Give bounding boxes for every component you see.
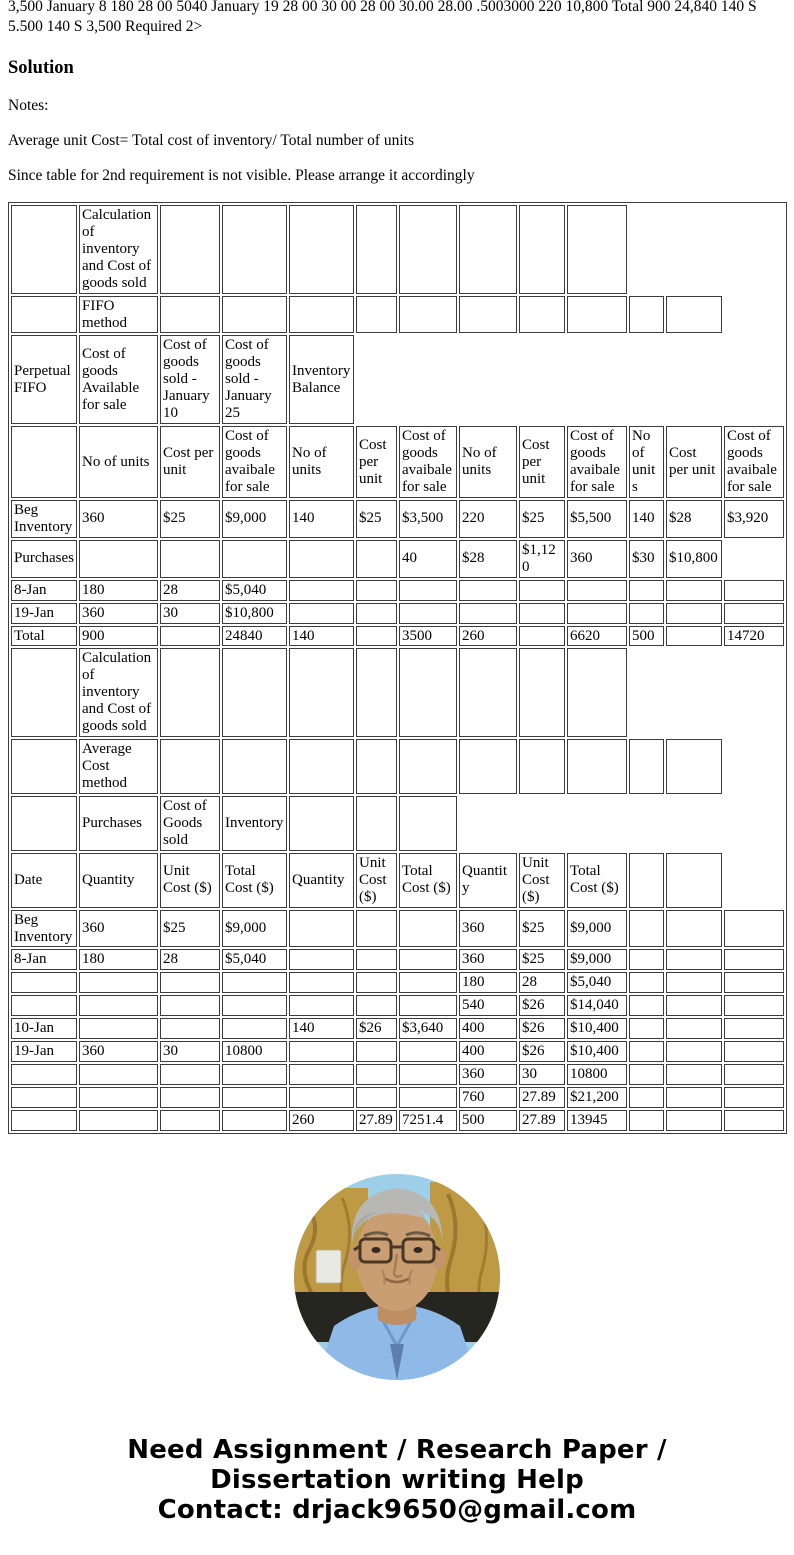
table-cell	[356, 1041, 397, 1062]
note-arrange-table: Since table for 2nd requirement is not visible. Please arrange it accordingly	[8, 166, 475, 184]
table-cell	[666, 603, 722, 624]
table-cell: Total	[11, 626, 77, 647]
table-cell: $28	[666, 500, 722, 538]
table-cell: No of units	[289, 426, 354, 498]
table-cell	[356, 949, 397, 970]
table-cell	[289, 603, 354, 624]
table-cell: 19-Jan	[11, 603, 77, 624]
table-cell: $3,640	[399, 1018, 457, 1039]
table-cell	[79, 1018, 158, 1039]
table-row	[11, 949, 784, 970]
table-cell	[289, 296, 354, 334]
table-cell: Purchases	[11, 540, 77, 578]
table-cell: $25	[160, 910, 220, 948]
table-cell: Beg Inventory	[11, 500, 77, 538]
table-cell: $9,000	[222, 500, 287, 538]
table-cell: Cost of Goods sold	[160, 796, 220, 851]
table-cell	[629, 949, 664, 970]
table-cell	[519, 580, 565, 601]
table-cell: $25	[356, 500, 397, 538]
table-cell	[629, 1041, 664, 1062]
table-cell	[459, 648, 517, 737]
table-cell	[160, 205, 220, 294]
table-cell	[356, 603, 397, 624]
table-cell	[160, 626, 220, 647]
table-cell: 140	[289, 626, 354, 647]
table-cell	[666, 1064, 722, 1085]
table-cell	[11, 796, 77, 851]
table-cell	[399, 205, 457, 294]
table-cell	[356, 972, 397, 993]
table-cell: 3500	[399, 626, 457, 647]
table-cell	[724, 580, 784, 601]
table-cell	[11, 739, 77, 794]
table-cell	[666, 739, 722, 794]
table-cell	[356, 626, 397, 647]
table-cell	[399, 995, 457, 1016]
table-cell	[567, 603, 627, 624]
table-cell	[724, 603, 784, 624]
table-cell: Cost of goods avaibale for sale	[399, 426, 457, 498]
table-cell	[289, 205, 354, 294]
table-cell: $26	[519, 1041, 565, 1062]
table-cell: $21,200	[567, 1087, 627, 1108]
table-cell: 28	[160, 580, 220, 601]
table-cell: $25	[519, 949, 565, 970]
table-cell	[399, 949, 457, 970]
table-cell	[289, 910, 354, 948]
table-cell: 8-Jan	[11, 580, 77, 601]
table-cell: $5,500	[567, 500, 627, 538]
table-cell	[666, 1087, 722, 1108]
table-cell: Cost of goods sold - January 25	[222, 335, 287, 424]
table-cell: 24840	[222, 626, 287, 647]
table-cell: 220	[459, 500, 517, 538]
table-cell	[289, 648, 354, 737]
table-cell	[289, 796, 354, 851]
table-cell	[289, 972, 354, 993]
table-cell	[222, 1087, 287, 1108]
table-cell: Cost of goods Available for sale	[79, 335, 158, 424]
table-cell	[11, 1110, 77, 1131]
table-cell	[567, 648, 627, 737]
table-cell: $3,920	[724, 500, 784, 538]
table-cell	[289, 1041, 354, 1062]
table-row	[11, 296, 784, 334]
table-row	[11, 739, 784, 794]
table-row	[11, 626, 784, 647]
table-cell	[11, 205, 77, 294]
table-cell: 500	[629, 626, 664, 647]
table-cell	[160, 739, 220, 794]
table-cell	[724, 1041, 784, 1062]
footer-contact-email: Contact: drjack9650@gmail.com	[157, 1495, 637, 1526]
table-cell: $25	[519, 910, 565, 948]
table-cell	[399, 796, 457, 851]
table-cell: 360	[79, 1041, 158, 1062]
table-cell: Date	[11, 853, 77, 908]
table-cell: 900	[79, 626, 158, 647]
table-cell: Cost per unit	[160, 426, 220, 498]
table-cell: 6620	[567, 626, 627, 647]
footer-help-text	[47, 1435, 747, 1525]
table-cell	[79, 540, 158, 578]
table-cell	[399, 739, 457, 794]
table-row	[11, 995, 784, 1016]
table-cell	[629, 603, 664, 624]
table-cell	[666, 949, 722, 970]
table-cell	[399, 603, 457, 624]
table-cell: Cost of goods avaibale for sale	[567, 426, 627, 498]
table-cell: Calculation of inventory and Cost of goods sold	[79, 205, 158, 294]
table-cell	[11, 648, 77, 737]
table-cell: 10800	[222, 1041, 287, 1062]
profile-photo	[294, 1174, 500, 1380]
table-cell	[160, 296, 220, 334]
table-cell: 30	[519, 1064, 565, 1085]
table-cell	[289, 540, 354, 578]
table-cell	[160, 1110, 220, 1131]
table-cell: FIFO method	[79, 296, 158, 334]
table-cell: Cost per unit	[666, 426, 722, 498]
table-cell	[519, 739, 565, 794]
table-cell: Cost per unit	[519, 426, 565, 498]
table-cell: $26	[519, 995, 565, 1016]
table-cell	[724, 910, 784, 948]
table-cell: 260	[459, 626, 517, 647]
table-cell	[519, 296, 565, 334]
table-row	[11, 335, 784, 424]
table-cell: $25	[519, 500, 565, 538]
table-cell	[289, 1087, 354, 1108]
table-cell: 400	[459, 1041, 517, 1062]
table-cell: 180	[79, 949, 158, 970]
table-cell: 7251.4	[399, 1110, 457, 1131]
note-average-unit-cost: Average unit Cost= Total cost of inventory/ Total number of units	[8, 131, 415, 149]
table-cell: 360	[79, 910, 158, 948]
table-cell: 140	[629, 500, 664, 538]
intro-paragraph: 3,500 January 8 180 28 00 5040 January 19 28 00 30 00 28 00 30.00 28.00 .5003000 220 10,800 Total 900 24,840 140 S 5.500 140 S 3,500 Required 2>	[8, 0, 757, 36]
table-cell: 27.89	[519, 1110, 565, 1131]
table-cell	[160, 995, 220, 1016]
table-cell	[356, 1064, 397, 1085]
table-cell: $9,000	[222, 910, 287, 948]
table-cell: Quantity	[289, 853, 354, 908]
footer-help-line: Need Assignment / Research Paper / Dissertation writing Help	[127, 1434, 667, 1496]
table-cell	[629, 910, 664, 948]
table-cell: $10,800	[666, 540, 722, 578]
table-cell	[519, 205, 565, 294]
table-cell	[289, 739, 354, 794]
table-cell	[222, 972, 287, 993]
table-cell	[222, 1110, 287, 1131]
table-cell	[666, 1110, 722, 1131]
table-cell	[459, 205, 517, 294]
table-cell	[666, 972, 722, 993]
table-cell	[160, 1018, 220, 1039]
table-cell: 180	[79, 580, 158, 601]
table-cell	[666, 626, 722, 647]
table-cell	[629, 580, 664, 601]
inventory-calculation-table	[8, 202, 787, 1134]
table-cell: 140	[289, 500, 354, 538]
table-cell	[289, 580, 354, 601]
table-cell: No of units	[629, 426, 664, 498]
table-cell	[160, 1064, 220, 1085]
table-cell	[519, 603, 565, 624]
table-cell	[459, 603, 517, 624]
table-cell	[724, 972, 784, 993]
table-cell: $5,040	[222, 580, 287, 601]
table-cell	[222, 1064, 287, 1085]
table-cell: 28	[160, 949, 220, 970]
table-row	[11, 580, 784, 601]
table-cell: $26	[519, 1018, 565, 1039]
table-cell	[666, 910, 722, 948]
table-cell: Unit Cost ($)	[160, 853, 220, 908]
table-cell	[399, 648, 457, 737]
table-cell	[289, 1064, 354, 1085]
table-cell	[629, 1110, 664, 1131]
table-cell: Purchases	[79, 796, 158, 851]
table-cell	[356, 205, 397, 294]
table-cell: $10,800	[222, 603, 287, 624]
table-cell: 180	[459, 972, 517, 993]
table-cell	[356, 1087, 397, 1108]
table-cell	[519, 626, 565, 647]
table-cell: 19-Jan	[11, 1041, 77, 1062]
table-cell	[79, 1064, 158, 1085]
table-cell	[160, 972, 220, 993]
table-row	[11, 1018, 784, 1039]
table-cell: $9,000	[567, 910, 627, 948]
table-cell	[356, 296, 397, 334]
table-row	[11, 205, 784, 294]
table-cell: $28	[459, 540, 517, 578]
table-row	[11, 426, 784, 498]
table-cell: $10,400	[567, 1041, 627, 1062]
table-cell	[629, 1087, 664, 1108]
table-cell	[79, 1110, 158, 1131]
table-cell	[567, 296, 627, 334]
table-cell	[356, 910, 397, 948]
table-cell	[399, 972, 457, 993]
table-cell: Calculation of inventory and Cost of goods sold	[79, 648, 158, 737]
table-cell: 8-Jan	[11, 949, 77, 970]
table-row	[11, 972, 784, 993]
table-cell: 40	[399, 540, 457, 578]
table-cell: 27.89	[356, 1110, 397, 1131]
table-cell	[399, 1064, 457, 1085]
table-cell	[356, 796, 397, 851]
table-cell	[11, 1087, 77, 1108]
table-cell: $30	[629, 540, 664, 578]
table-cell: 14720	[724, 626, 784, 647]
table-cell	[666, 580, 722, 601]
table-cell	[356, 580, 397, 601]
table-cell	[459, 580, 517, 601]
table-cell	[356, 739, 397, 794]
table-cell	[666, 296, 722, 334]
table-cell: Unit Cost ($)	[519, 853, 565, 908]
table-cell	[222, 296, 287, 334]
table-cell	[629, 739, 664, 794]
table-cell	[629, 995, 664, 1016]
table-cell	[519, 648, 565, 737]
table-cell: Cost of goods avaibale for sale	[222, 426, 287, 498]
table-cell	[724, 1018, 784, 1039]
table-cell	[724, 995, 784, 1016]
table-row	[11, 796, 784, 851]
table-cell: 360	[459, 1064, 517, 1085]
table-cell: Cost per unit	[356, 426, 397, 498]
table-cell: 30	[160, 603, 220, 624]
table-cell	[222, 540, 287, 578]
table-row	[11, 1087, 784, 1108]
table-row	[11, 500, 784, 538]
table-cell	[629, 853, 664, 908]
notes-label: Notes:	[8, 96, 49, 114]
table-cell	[459, 296, 517, 334]
table-cell: Total Cost ($)	[399, 853, 457, 908]
table-cell: Unit Cost ($)	[356, 853, 397, 908]
table-cell: 360	[459, 949, 517, 970]
table-cell	[222, 995, 287, 1016]
table-cell	[567, 739, 627, 794]
table-row	[11, 1064, 784, 1085]
table-cell: $26	[356, 1018, 397, 1039]
table-cell	[289, 995, 354, 1016]
table-cell: 400	[459, 1018, 517, 1039]
table-cell: 10800	[567, 1064, 627, 1085]
table-cell: 540	[459, 995, 517, 1016]
table-cell: 360	[79, 500, 158, 538]
table-cell: 360	[567, 540, 627, 578]
table-cell: Average Cost method	[79, 739, 158, 794]
table-cell	[222, 205, 287, 294]
table-cell	[11, 296, 77, 334]
table-cell	[11, 1064, 77, 1085]
table-cell	[160, 540, 220, 578]
table-row	[11, 853, 784, 908]
solution-heading: Solution	[8, 57, 74, 78]
table-cell	[399, 580, 457, 601]
table-row	[11, 648, 784, 737]
table-cell: Total Cost ($)	[222, 853, 287, 908]
table-cell	[666, 1041, 722, 1062]
table-cell	[222, 739, 287, 794]
table-row	[11, 1110, 784, 1131]
table-cell	[459, 739, 517, 794]
table-cell: $10,400	[567, 1018, 627, 1039]
table-cell	[724, 1064, 784, 1085]
table-cell	[11, 426, 77, 498]
table-cell	[160, 648, 220, 737]
table-cell	[666, 1018, 722, 1039]
table-cell: Perpetual FIFO	[11, 335, 77, 424]
table-cell: 360	[79, 603, 158, 624]
table-cell	[79, 972, 158, 993]
table-cell: Cost of goods avaibale for sale	[724, 426, 784, 498]
table-cell	[79, 995, 158, 1016]
table-cell: Beg Inventory	[11, 910, 77, 948]
table-cell	[399, 296, 457, 334]
table-cell	[222, 1018, 287, 1039]
table-cell	[629, 296, 664, 334]
table-row	[11, 1041, 784, 1062]
table-cell	[629, 1018, 664, 1039]
table-cell	[222, 648, 287, 737]
table-cell	[724, 949, 784, 970]
table-cell: 360	[459, 910, 517, 948]
table-cell: 27.89	[519, 1087, 565, 1108]
table-cell: $14,040	[567, 995, 627, 1016]
table-cell: 13945	[567, 1110, 627, 1131]
table-cell: Total Cost ($)	[567, 853, 627, 908]
table-cell: Inventory	[222, 796, 287, 851]
table-cell: 760	[459, 1087, 517, 1108]
table-cell: 28	[519, 972, 565, 993]
table-cell	[724, 1087, 784, 1108]
table-cell	[399, 910, 457, 948]
table-row	[11, 540, 784, 578]
table-cell: $9,000	[567, 949, 627, 970]
table-cell: Quantity	[459, 853, 517, 908]
table-cell: No of units	[459, 426, 517, 498]
table-cell	[160, 1087, 220, 1108]
table-cell: 500	[459, 1110, 517, 1131]
table-cell	[567, 205, 627, 294]
table-cell	[356, 995, 397, 1016]
table-cell	[356, 540, 397, 578]
table-cell	[399, 1087, 457, 1108]
table-cell: $5,040	[567, 972, 627, 993]
profile-photo-container	[8, 1174, 786, 1385]
table-row	[11, 603, 784, 624]
table-cell	[724, 1110, 784, 1131]
table-cell	[79, 1087, 158, 1108]
table-cell: 260	[289, 1110, 354, 1131]
table-cell: $3,500	[399, 500, 457, 538]
table-row	[11, 910, 784, 948]
table-cell	[666, 995, 722, 1016]
table-cell	[629, 972, 664, 993]
table-cell	[11, 972, 77, 993]
table-cell: $1,120	[519, 540, 565, 578]
table-cell	[399, 1041, 457, 1062]
table-cell: Inventory Balance	[289, 335, 354, 424]
table-cell: Quantity	[79, 853, 158, 908]
table-cell: 10-Jan	[11, 1018, 77, 1039]
table-cell: 140	[289, 1018, 354, 1039]
table-cell: $5,040	[222, 949, 287, 970]
table-cell: Cost of goods sold - January 10	[160, 335, 220, 424]
table-cell	[11, 995, 77, 1016]
table-cell	[289, 949, 354, 970]
table-cell	[356, 648, 397, 737]
table-cell: $25	[160, 500, 220, 538]
table-cell	[629, 1064, 664, 1085]
table-cell	[666, 853, 722, 908]
table-cell	[567, 580, 627, 601]
table-cell: No of units	[79, 426, 158, 498]
table-cell: 30	[160, 1041, 220, 1062]
